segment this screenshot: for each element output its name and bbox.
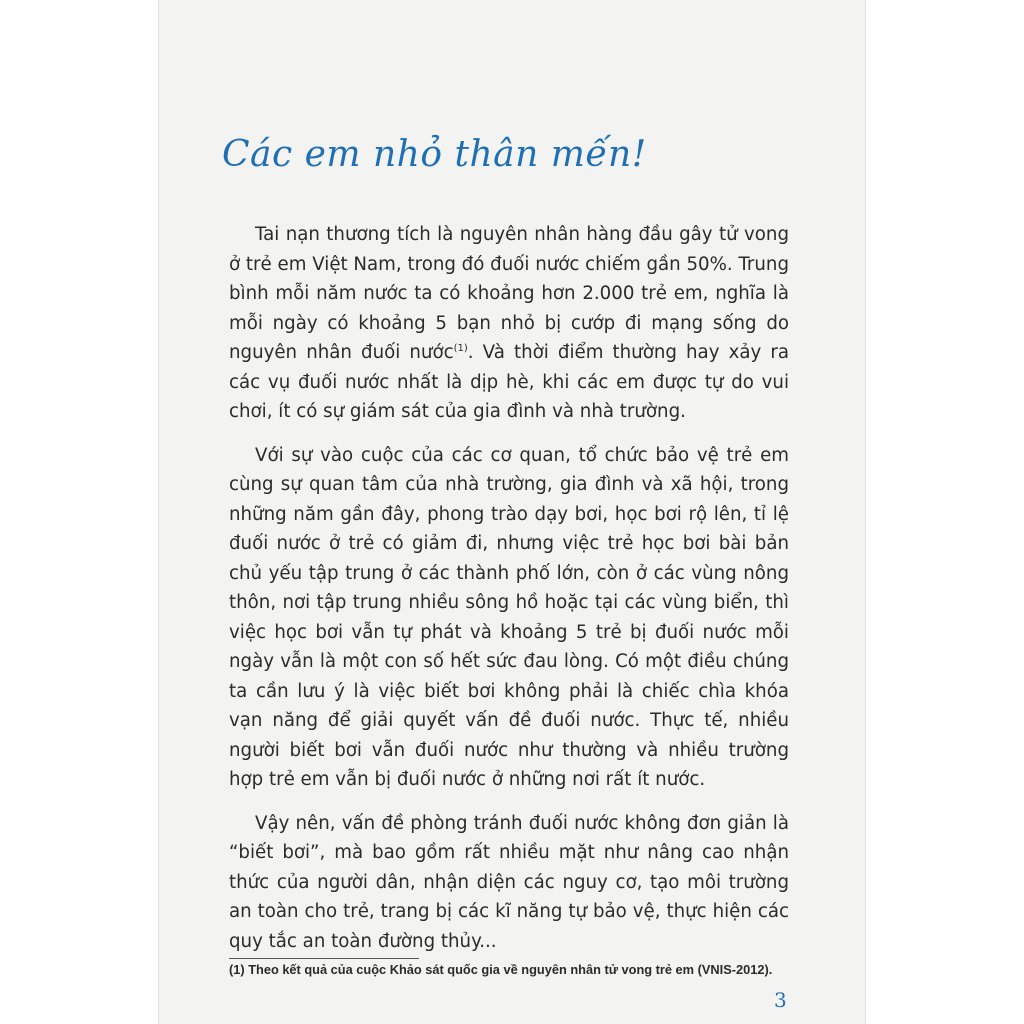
- footnote-divider: [229, 958, 419, 959]
- paragraph-2: Với sự vào cuộc của các cơ quan, tổ chức bảo vệ trẻ em cùng sự quan tâm của nhà trường, gia đình và xã hội, trong những năm gần đây, phong trào dạy bơi, học bơi rộ lên, tỉ lệ đuối nước ở trẻ có giảm đi, nhưng việc trẻ học bơi bài bản chủ yếu tập trung ở các thành phố lớn, còn ở các vùng nông thôn, nơi tập trung nhiều sông hồ hoặc tại các vùng biển, thì việc học bơi vẫn tự phát và khoảng 5 trẻ bị đuối nước mỗi ngày vẫn là một con số hết sức đau lòng. Có một điều chúng ta cần lưu ý là việc biết bơi không phải là chiếc chìa khóa vạn năng để giải quyết vấn đề đuối nước. Thực tế, nhiều người biết bơi vẫn đuối nước như thường và nhiều trường hợp trẻ em vẫn bị đuối nước ở những nơi rất ít nước.: [229, 444, 789, 790]
- book-page: [158, 0, 866, 1024]
- paragraph-1-text-continued: . Và thời điểm thường hay xảy ra các vụ đuối nước nhất là dịp hè, khi các em được tự do vui chơi, ít có sự giám sát của gia đình và nhà trường.: [229, 342, 789, 422]
- footnote-reference: (1): [453, 342, 468, 354]
- footnote: (1) Theo kết quả của cuộc Khảo sát quốc gia về nguyên nhân tử vong trẻ em (VNIS-2012).: [229, 962, 773, 977]
- body-text: [229, 220, 789, 970]
- paragraph-1-text: Tai nạn thương tích là nguyên nhân hàng đầu gây tử vong ở trẻ em Việt Nam, trong đó đuối nước chiếm gần 50%. Trung bình mỗi năm nước ta có khoảng hơn 2.000 trẻ em, nghĩa là mỗi ngày có khoảng 5 bạn nhỏ bị cướp đi mạng sống do nguyên nhân đuối nước: [229, 224, 789, 363]
- page-heading: Các em nhỏ thân mến!: [222, 134, 647, 175]
- paragraph-1: [229, 220, 789, 427]
- paragraph-3: Vậy nên, vấn đề phòng tránh đuối nước không đơn giản là “biết bơi”, mà bao gồm rất nhiều mặt như nâng cao nhận thức của người dân, nhận diện các nguy cơ, tạo môi trường an toàn cho trẻ, trang bị các kĩ năng tự bảo vệ, thực hiện các quy tắc an toàn đường thủy...: [229, 812, 789, 952]
- page-number: 3: [774, 988, 787, 1012]
